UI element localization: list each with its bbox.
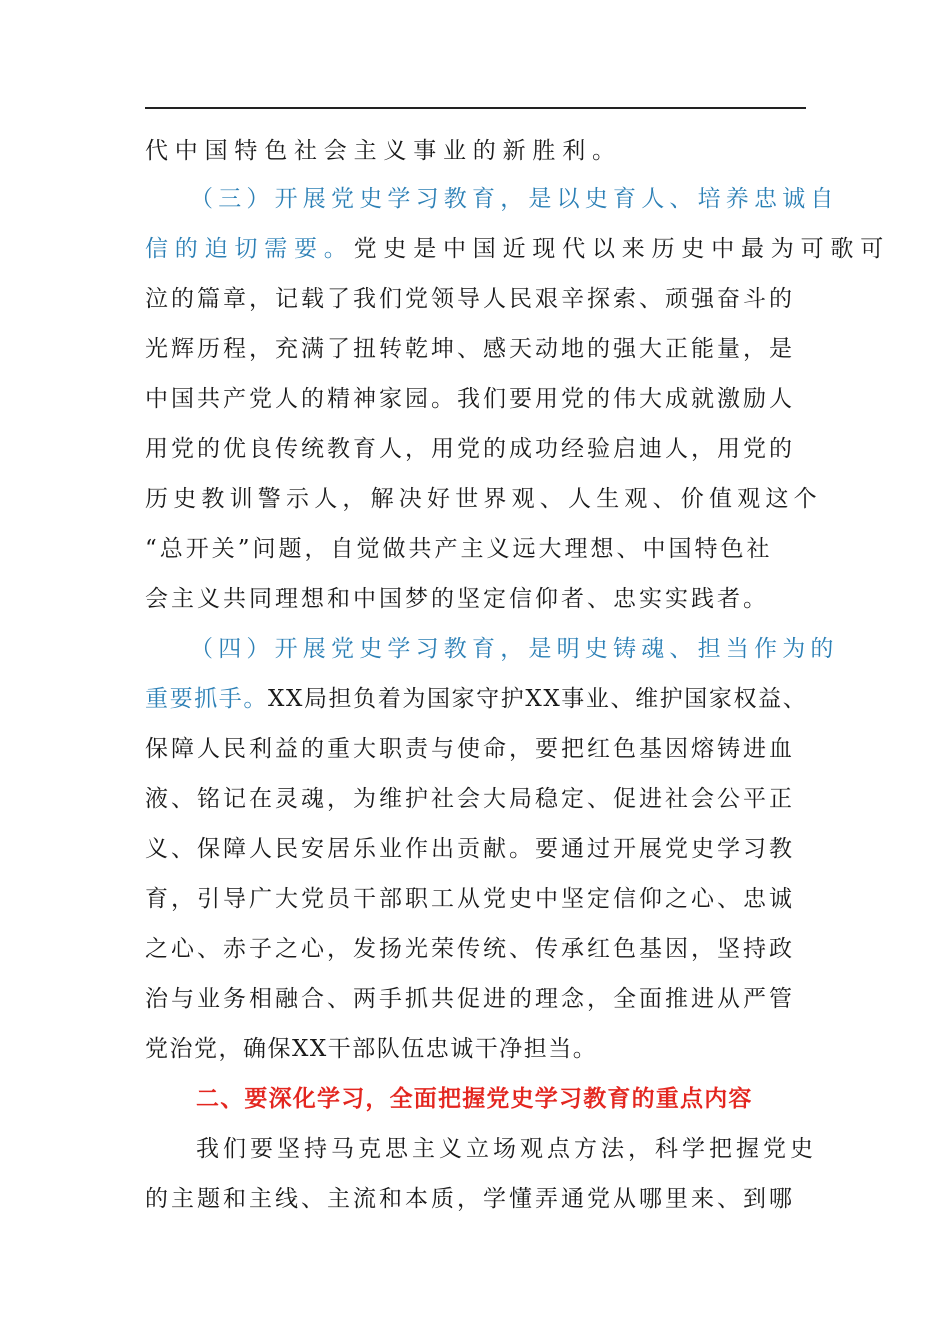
paragraph-line [145,734,825,764]
text-run: 光辉历程，充满了扭转乾坤、感天动地的强大正能量，是 [145,336,795,362]
paragraph-line [145,784,825,814]
paragraph-line [145,884,825,914]
text-run: 泣的篇章，记载了我们党领导人民艰辛探索、顽强奋斗的 [145,286,795,312]
paragraph-line [145,684,825,714]
paragraph-line [145,534,825,564]
text-run: 我们要坚持马克思主义立场观点方法，科学把握党史 [196,1136,817,1162]
header-rule [145,107,806,109]
text-run: 中国共产党人的精神家园。我们要用党的伟大成就激励人 [145,386,795,412]
paragraph-line [145,834,825,864]
paragraph-line [145,384,825,414]
text-run: 育，引导广大党员干部职工从党史中坚定信仰之心、忠诚 [145,886,795,912]
text-run: 的主题和主线、主流和本质，学懂弄通党从哪里来、到哪 [145,1186,795,1212]
paragraph-line [145,284,825,314]
text-run: 液、铭记在灵魂，为维护社会大局稳定、促进社会公平正 [145,786,795,812]
paragraph-line [145,1184,825,1214]
heading-run: 二、要深化学习，全面把握党史学习教育的重点内容 [196,1086,753,1112]
text-run: 代中国特色社会主义事业的新胜利。 [145,138,622,164]
chapter-heading [196,1084,826,1114]
paragraph-line [145,1034,825,1064]
heading-run: 重要抓手。 [145,686,268,712]
paragraph-line [145,234,891,264]
paragraph-line [145,136,825,166]
text-run: XX局担负着为国家守护XX事业、维护国家权益、 [268,686,808,712]
heading-run: （三）开展党史学习教育，是以史育人、培养忠诚自 [190,186,839,212]
paragraph-line [145,934,825,964]
paragraph-line [145,484,825,514]
heading-run: （四）开展党史学习教育，是明史铸魂、担当作为的 [190,636,839,662]
text-run: 党史是中国近现代以来历史中最为可歌可 [353,236,891,262]
paragraph-line [145,434,825,464]
heading-run: 信的迫切需要。 [145,236,354,262]
text-run: 保障人民利益的重大职责与使命，要把红色基因熔铸进血 [145,736,795,762]
section-heading-line [190,634,839,664]
text-run: 会主义共同理想和中国梦的坚定信仰者、忠实实践者。 [145,586,769,612]
text-run: 义、保障人民安居乐业作出贡献。要通过开展党史学习教 [145,836,795,862]
paragraph-line [145,584,825,614]
paragraph-line [196,1134,826,1164]
text-run: 用党的优良传统教育人，用党的成功经验启迪人，用党的 [145,436,795,462]
text-run: 历史教训警示人，解决好世界观、人生观、价值观这个 [145,486,822,512]
text-run: 党治党，确保XX干部队伍忠诚干净担当。 [145,1036,598,1062]
paragraph-line [145,984,825,1014]
text-run: 之心、赤子之心，发扬光荣传统、传承红色基因，坚持政 [145,936,795,962]
text-run: 治与业务相融合、两手抓共促进的理念，全面推进从严管 [145,986,795,1012]
section-heading-line [190,184,839,214]
text-run: “总开关”问题，自觉做共产主义远大理想、中国特色社 [145,536,773,562]
paragraph-line [145,334,825,364]
